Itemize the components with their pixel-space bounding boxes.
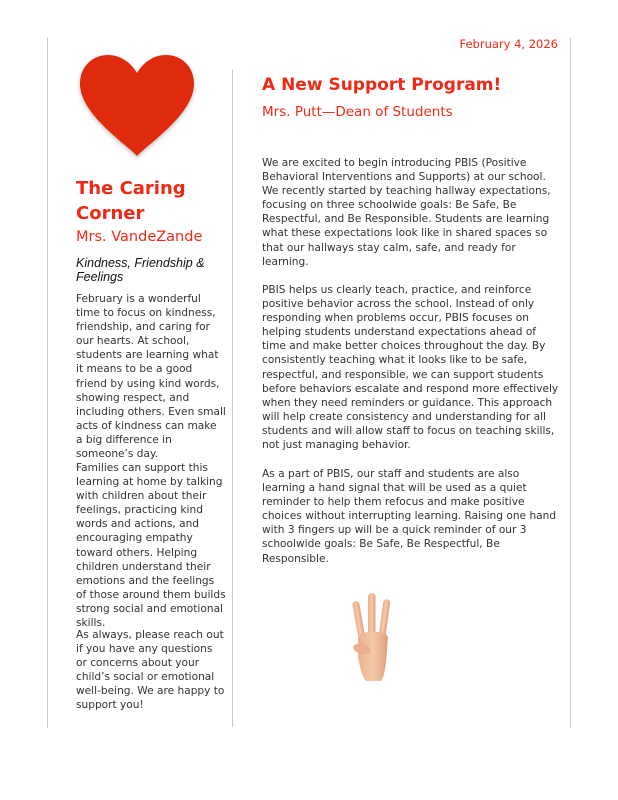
column-divider-rule [232,70,233,727]
caring-corner-paragraph-2: Families can support this learning at home by talking with children about their feelings, practicing kind words and actions, and encouraging empathy toward others. Helping children understand their emotions and the feelings of those around them builds strong social and emotional skills. [76,462,226,630]
right-border-rule [570,38,571,728]
caring-corner-paragraph-1: February is a wonderful time to focus on kindness, friendship, and caring for our hearts. At school, students are learning what it means to be a good friend by using kind words, showing respect, and including others. Even small acts of kindness can make a big difference in someone’s day. [76,293,226,461]
support-program-paragraph-3: As a part of PBIS, our staff and students are also learning a hand signal that will be used as a quiet reminder to help them refocus and make positive choices without interrupting learning. Raising one hand with 3 fingers up will be a quick reminder of our 3 schoolwide goals: Be Safe, Be Respectful, Be Responsible. [262,468,557,565]
three-fingers-hand-icon [352,593,392,681]
left-border-rule [47,38,48,728]
heart-icon [76,52,198,160]
caring-corner-paragraph-3: As always, please reach out if you have any questions or concerns about your child’s social or emotional well-being. We are happy to support you! [76,629,225,712]
caring-corner-author: Mrs. VandeZande [76,229,203,245]
support-program-paragraph-1: We are excited to begin introducing PBIS (Positive Behavioral Interventions and Supports) at our school. We recently started by teaching hallway expectations, focusing on three schoolwide goals: Be Safe, Be Respectful, and Be Responsible. Students are learning what these expectations look like in shared spaces so that our hallways stay calm, safe, and ready for learning. [262,157,551,268]
support-program-author: Mrs. Putt—Dean of Students [262,104,453,120]
newsletter-date: February 4, 2026 [459,37,558,51]
caring-corner-subtitle: Kindness, Friendship & Feelings [76,256,205,284]
caring-corner-title: The Caring Corner [76,178,186,224]
support-program-paragraph-2: PBIS helps us clearly teach, practice, and reinforce positive behavior across the school. Instead of only responding when problems occur, PBIS focuses on helping students understand expectations ahead of time and make better choices throughout the day. By consistently teaching what it looks like to be safe, respectful, and responsible, we can support students before behaviors escalate and respond more effectively when they need reminders or guidance. This approach will help create consistency and understanding for all students and will allow staff to focus on teaching skills, not just managing behavior. [262,284,559,452]
support-program-title: A New Support Program! [262,75,502,95]
